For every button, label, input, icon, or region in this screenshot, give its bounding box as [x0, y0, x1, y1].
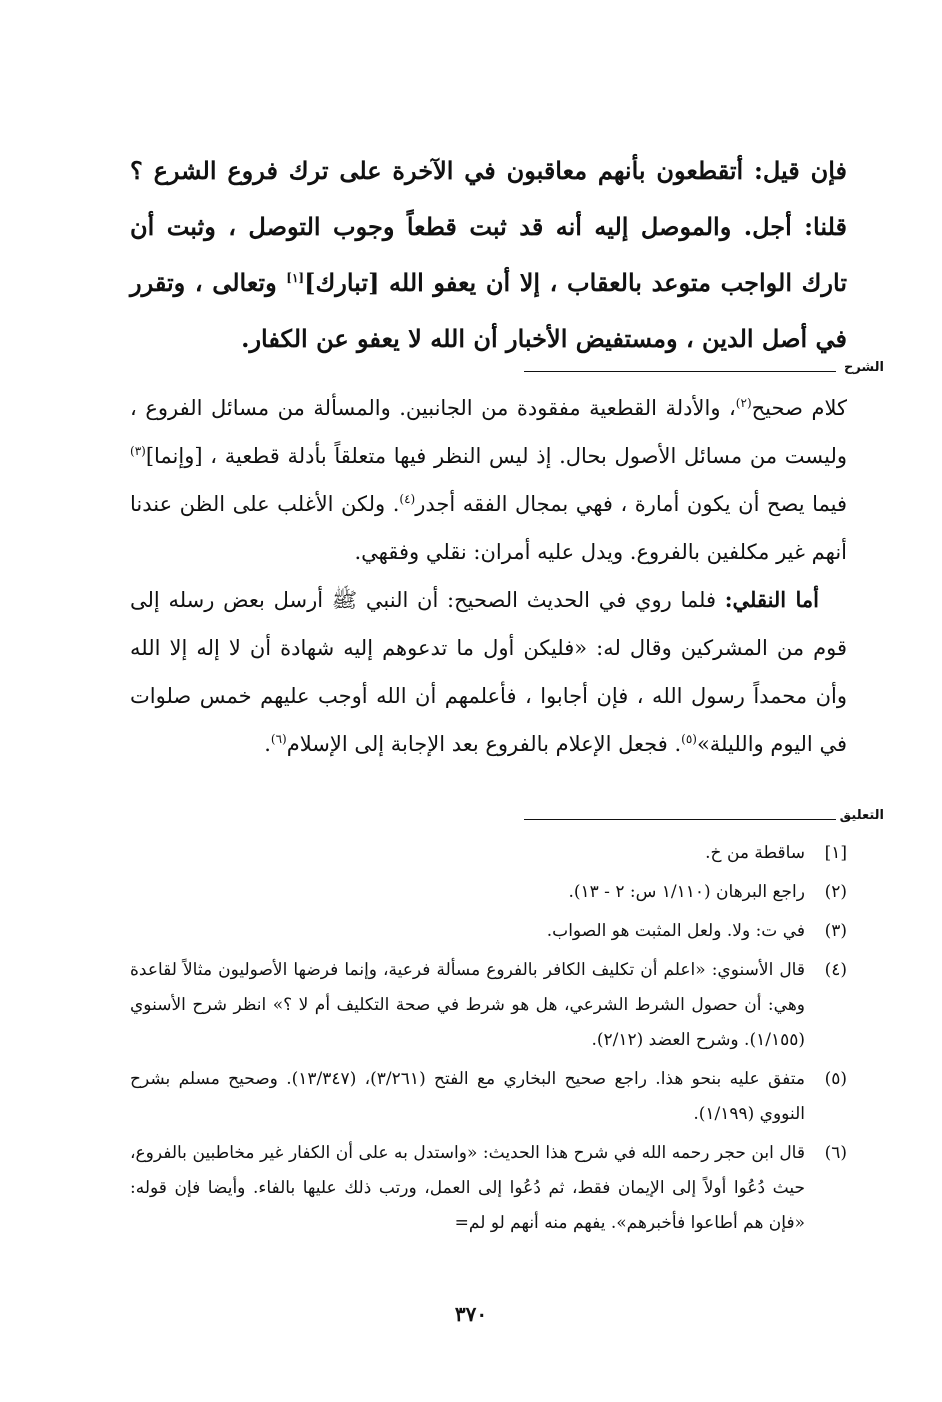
footnote-number: (٥) [824, 1069, 847, 1089]
sharh-text-1a: كلام صحيح [751, 396, 847, 420]
sharh-text-1d: . ولكن الأغلب على الظن عندنا أنهم غير مكلفين بالفروع. ويدل عليه أمران: نقلي وفقهي. [130, 492, 847, 564]
sharh-text-1c: فيما يصح أن يكون أمارة ، فهي بمجال الفقه أجدر [415, 492, 847, 516]
footnote-ref-6[interactable]: (٦) [270, 732, 287, 746]
sharh-text-2c: . [264, 732, 271, 756]
sharh-paragraph-1 [130, 384, 847, 576]
main-text-block [130, 143, 847, 367]
sharh-divider-line [524, 371, 836, 372]
footnote-text: راجع البرهان (١/١١٠ س: ٢ - ١٣). [568, 882, 805, 902]
footnote-text: قال الأسنوي: «اعلم أن تكليف الكافر بالفروع مسألة فرعية، وإنما فرضها الأصوليون مثالاً لقاعدة وهي: أن حصول الشرط الشرعي، هل هو شرط في صحة التكليف أم لا ؟» انظر شرح الأسنوي (١/١٥٥). وشرح العضد (٢/١٢). [130, 960, 805, 1050]
footnote-item [130, 953, 847, 1058]
footnote-number: (٦) [824, 1143, 847, 1163]
sharh-heading-naqli: أما النقلي: [724, 587, 819, 612]
sharh-text-2a: فلما روي في الحديث الصحيح: أن النبي ﷺ أرسل بعض رسله إلى قوم من المشركين وقال له: «فليكن أول ما تدعوهم إليه شهادة أن لا إله إلا الله وأن محمداً رسول الله ، فإن أجابوا ، فأعلمهم أن الله أوجب عليهم خمس صلوات في اليوم والليلة» [130, 588, 847, 756]
footnote-item [130, 914, 847, 949]
taaliq-divider [524, 808, 884, 830]
main-paragraph [130, 143, 847, 367]
footnote-item [130, 875, 847, 910]
footnote-item [130, 836, 847, 871]
footnote-text: في ت: ولا. ولعل المثبت هو الصواب. [546, 921, 805, 941]
footnote-number: (٣) [824, 921, 847, 941]
sharh-divider [524, 360, 884, 382]
page-number: ٣٧٠ [454, 1302, 488, 1326]
main-paragraph-text: فإن قيل: أتقطعون بأنهم معاقبون في الآخرة على ترك فروع الشرع ؟ قلنا: أجل. والموصل إليه أنه قد ثبت قطعاً وجوب التوصل ، وثبت أن تارك الواجب متوعد بالعقاب ، إلا أن يعفو الله [تبارك] [130, 156, 848, 297]
footnotes-list [130, 836, 847, 1245]
footnote-number: (٢) [824, 882, 847, 902]
main-paragraph-end: وتعالى ، وتقرر في أصل الدين ، ومستفيض الأخبار أن الله لا يعفو عن الكفار. [130, 268, 847, 353]
footnote-number: [١] [824, 843, 847, 863]
footnote-ref-3[interactable]: (٣) [130, 444, 146, 458]
footnote-text: متفق عليه بنحو هذا. راجع صحيح البخاري مع الفتح (٣/٢٦١)، (١٣/٣٤٧). وصحيح مسلم بشرح النووي (١/١٩٩). [130, 1069, 806, 1124]
footnote-ref-1[interactable]: [١] [286, 271, 305, 285]
sharh-text-2b: . فجعل الإعلام بالفروع بعد الإجابة إلى الإسلام [286, 732, 682, 756]
sharh-label: الشرح [843, 360, 884, 375]
footnote-ref-2[interactable]: (٢) [735, 396, 752, 410]
sharh-paragraph-2 [130, 576, 847, 768]
footnote-item [130, 1062, 847, 1132]
footnote-ref-5[interactable]: (٥) [681, 732, 697, 746]
taaliq-divider-line [524, 819, 836, 820]
footnote-number: (٤) [824, 960, 847, 980]
sharh-text-block [130, 384, 847, 768]
footnote-text: قال ابن حجر رحمه الله في شرح هذا الحديث: «واستدل به على أن الكفار غير مخاطبين بالفروع، حيث دُعُوا أولاً إلى الإيمان فقط، ثم دُعُوا إلى العمل، ورتب ذلك عليها بالفاء. وأيضا فإن قوله: «فإن هم أطاعوا فأخبرهم». يفهم منه أنهم لو لم= [130, 1143, 805, 1233]
taaliq-label: التعليق [839, 808, 884, 823]
sharh-text-1b: ، والأدلة القطعية مفقودة من الجانبين. والمسألة من مسائل الفروع ، وليست من مسائل الأصول بحال. إذ ليس النظر فيها متعلقاً بأدلة قطعية ، [وإنما] [130, 396, 847, 468]
footnote-item [130, 1136, 847, 1241]
footnote-text: ساقطة من خ. [705, 843, 805, 863]
footnote-ref-4[interactable]: (٤) [399, 492, 416, 506]
